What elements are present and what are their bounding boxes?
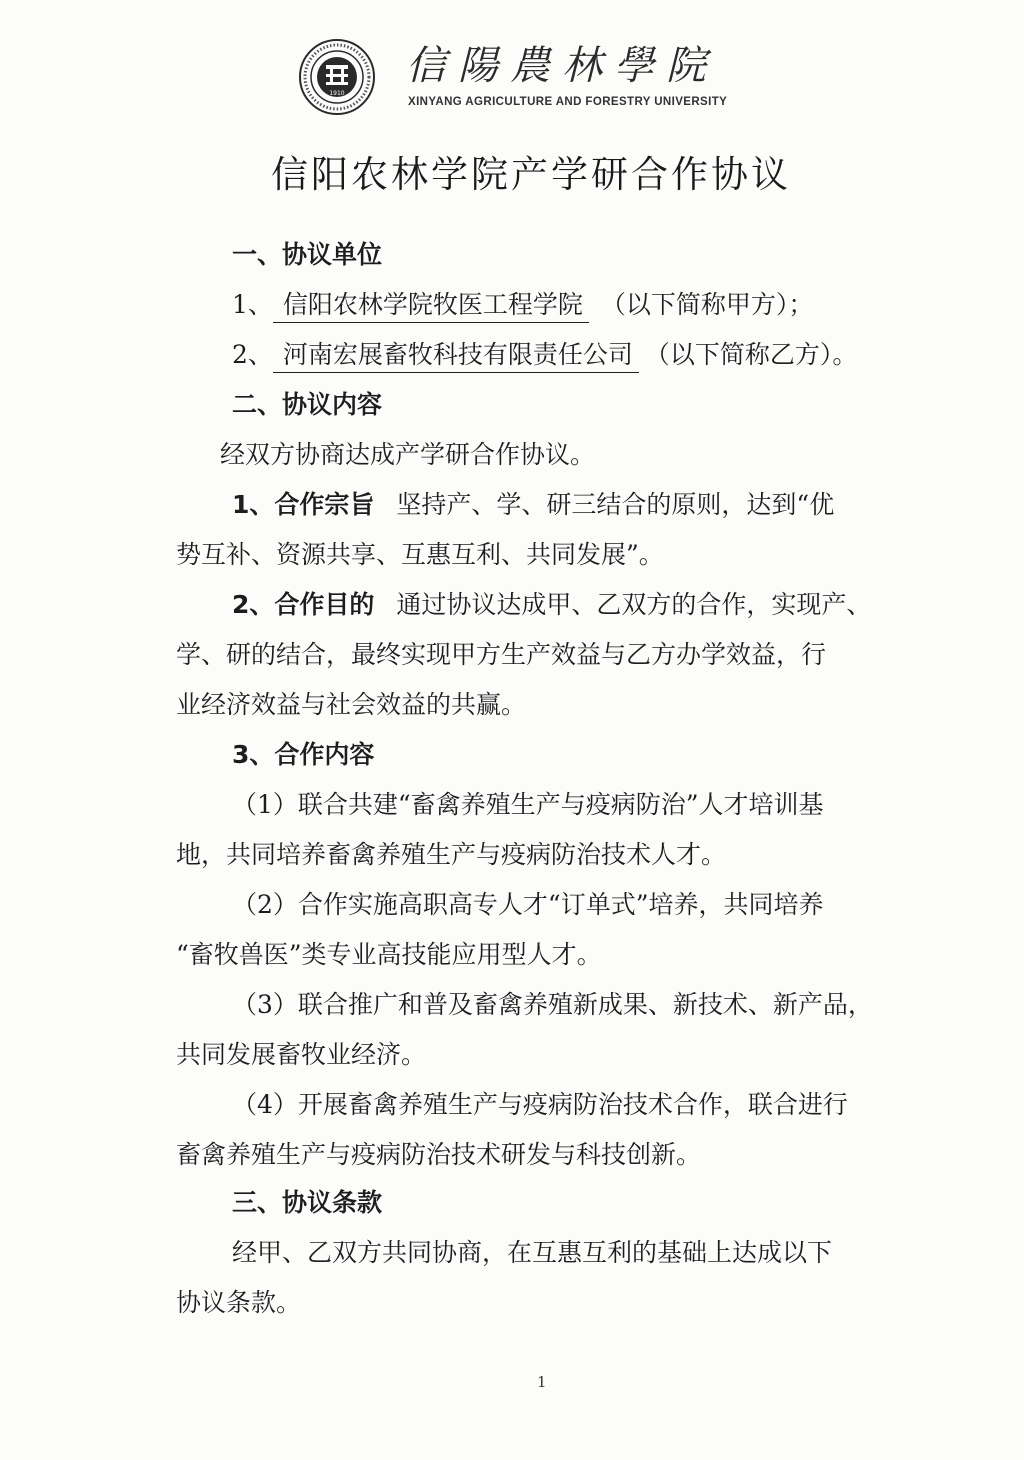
paragraph-line: 学、研的结合，最终实现甲方生产效益与乙方办学效益，行: [176, 640, 827, 669]
page-number: 1: [537, 1373, 547, 1391]
paragraph-line: 地，共同培养畜禽养殖生产与疫病防治技术人才。: [176, 840, 727, 869]
paragraph-line: （1）联合共建“畜禽养殖生产与疫病防治”人才培训基: [232, 790, 824, 819]
paragraph-line: [232, 488, 834, 522]
section-heading: 三、协议条款: [232, 1188, 383, 1217]
paragraph-line: 畜禽养殖生产与疫病防治技术研发与科技创新。: [176, 1140, 702, 1169]
svg-text:1910: 1910: [329, 90, 345, 97]
party-b-number: 2、: [232, 340, 273, 369]
item-text: 坚持产、学、研三结合的原则，达到“优: [396, 490, 835, 519]
letterhead: [298, 36, 738, 120]
paragraph-line: 经双方协商达成产学研合作协议。: [220, 440, 596, 469]
party-b-line: [232, 338, 857, 373]
university-name-chinese: 信陽農林學院: [406, 43, 718, 89]
party-a-name: 信阳农林学院牧医工程学院: [273, 289, 589, 323]
section-heading: 二、协议内容: [232, 390, 383, 419]
party-b-note: （以下简称乙方）。: [644, 340, 858, 369]
paragraph-line: （2）合作实施高职高专人才“订单式”培养，共同培养: [232, 890, 824, 919]
document-title: 信阳农林学院产学研合作协议: [271, 153, 791, 196]
paragraph-line: 业经济效益与社会效益的共赢。: [176, 690, 527, 719]
university-seal-icon: [298, 38, 376, 116]
paragraph-line: 协议条款。: [176, 1288, 302, 1317]
university-name-english: XINYANG AGRICULTURE AND FORESTRY UNIVERSITY: [408, 96, 728, 108]
item-label: 1、合作宗旨: [232, 490, 375, 519]
paragraph-line: （4）开展畜禽养殖生产与疫病防治技术合作，联合进行: [232, 1090, 848, 1119]
party-b-name: 河南宏展畜牧科技有限责任公司: [273, 339, 639, 373]
party-a-line: [232, 288, 813, 323]
paragraph-line: 共同发展畜牧业经济。: [176, 1040, 427, 1069]
paragraph-line: [232, 588, 871, 622]
party-a-note: （以下简称甲方）；: [600, 290, 814, 319]
item-label: 2、合作目的: [232, 590, 375, 619]
paragraph-line: 势互补、资源共享、互惠互利、共同发展”。: [176, 540, 664, 569]
paragraph-line: （3）联合推广和普及畜禽养殖新成果、新技术、新产品，: [232, 990, 873, 1019]
item-label: 3、合作内容: [232, 740, 375, 769]
paragraph-line: “畜牧兽医”类专业高技能应用型人才。: [176, 940, 602, 969]
section-heading: 一、协议单位: [232, 240, 383, 269]
item-text: 通过协议达成甲、乙双方的合作，实现产、: [396, 590, 872, 619]
paragraph-line: 经甲、乙双方共同协商，在互惠互利的基础上达成以下: [232, 1238, 833, 1267]
party-a-number: 1、: [232, 290, 273, 319]
